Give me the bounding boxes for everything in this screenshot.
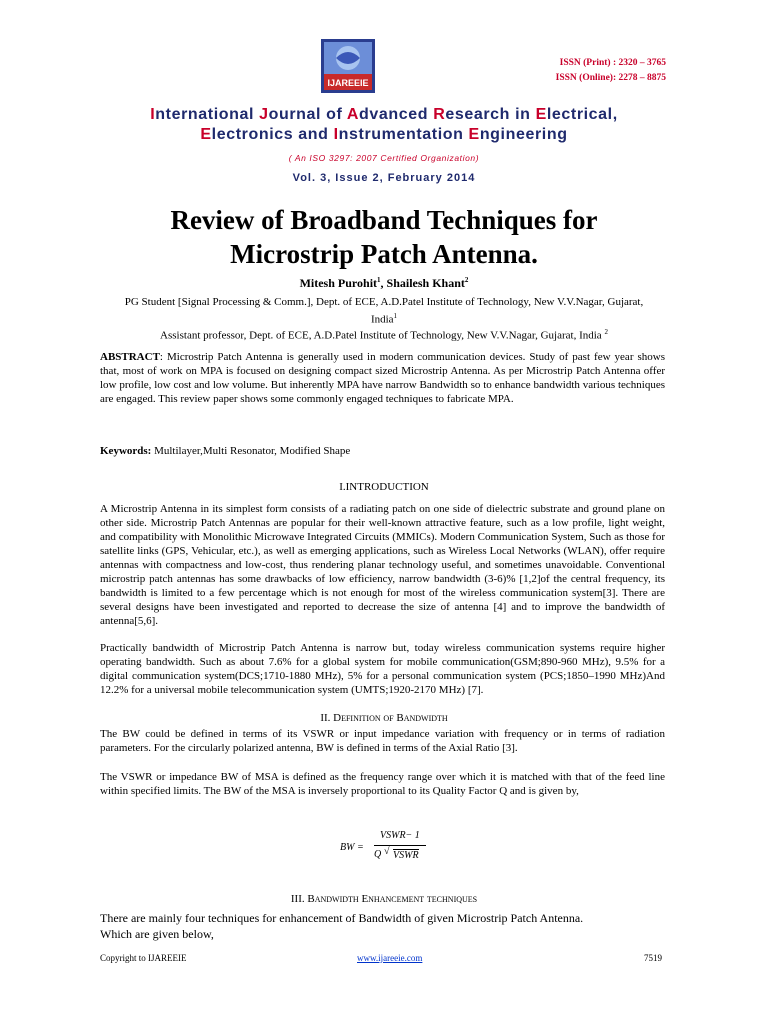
section-heading-techniques: III. Bandwidth Enhancement techniques	[290, 893, 478, 905]
techniques-paragraph-2: Which are given below,	[100, 927, 214, 941]
journal-title-line2: Electronics and Instrumentation Engineering	[200, 126, 568, 143]
affiliation-2: Assistant professor, Dept. of ECE, A.D.Patel Institute of Technology, New V.V.Nagar, Gujarat, India $^2$	[160, 328, 608, 342]
bandwidth-formula: BW = VSWR− 1 Q √ VSWR	[340, 830, 440, 870]
paper-title-line2: Microstrip Patch Antenna.	[230, 239, 538, 269]
abstract: ABSTRACT: Microstrip Patch Antenna is generally used in modern communication devices. Study of past few year shows that, most of work on MPA is focused on designing compact sized Microstrip Antenna. As per Microstrip Patch Antenna offer low profile, low cost and low volume. But inherently MPA have narrow Bandwidth so to enhance bandwidth various techniques are engaged. This review paper shows some commonly engaged techniques to fabricate MPA.	[100, 351, 665, 405]
keywords-label: Keywords:	[100, 445, 152, 457]
author-1: Mitesh Purohit	[299, 276, 378, 290]
volume-issue: Vol. 3, Issue 2, February 2014	[292, 172, 476, 184]
section-heading-introduction: I.INTRODUCTION	[339, 481, 429, 493]
journal-logo	[320, 38, 376, 94]
introduction-paragraph-1: A Microstrip Antenna in its simplest form consists of a radiating patch on one side of dielectric substrate and ground plane on other side. Microstrip Patch Antennas are popular for their well-known attractive feature, such as a low profile, light weight, and compatibility with Monolithic Microwave Integrated Circuits (MMICs). Modern Communication System, Such as those for satellite links (GPS, Vehicular, etc.), as well as emerging applications, such as Wireless Local Networks (WLAN), offer require antennas with compactness and low-cost, thus rendering planar technology useful, and sometimes unavoidable. Conventional microstrip patch antennas has some drawbacks of low efficiency, narrow bandwidth (3-6)% [1,2]of the central frequency, its bandwidth is limited to a few percentage which is not enough for most of the wireless communication system[3]. There are several designs have been investigated and reported to decrease the size of antenna [4] and to improve the bandwidth of antenna[5,6].	[100, 503, 665, 627]
issn-print: ISSN (Print) : 2320 – 3765	[559, 58, 666, 68]
authors: Mitesh Purohit$^1$, Shailesh Khant$^2$	[299, 276, 469, 290]
bandwidth-paragraph-2: The VSWR or impedance BW of MSA is defined as the frequency range over which it is matched with that of the feed line within specified limits. The BW of the MSA is inversely proportional to its Quality Factor Q and is given by,	[100, 771, 665, 797]
affiliation-1: PG Student [Signal Processing & Comm.], Dept. of ECE, A.D.Patel Institute of Technology, New V.V.Nagar, Gujarat, India$^1$	[124, 296, 644, 326]
bandwidth-paragraph-1: The BW could be defined in terms of its VSWR or input impedance variation with frequency or in terms of radiation parameters. For the circularly polarized antenna, BW is defined in terms of the Axial Ratio [3].	[100, 728, 665, 754]
page-number: 7519	[644, 953, 662, 963]
paper-title-line1: Review of Broadband Techniques for	[170, 205, 598, 235]
footer-copyright: Copyright to IJAREEIE	[100, 953, 187, 963]
techniques-paragraph-1: There are mainly four techniques for enhancement of Bandwidth of given Microstrip Patch Antenna.	[100, 911, 584, 925]
keywords: Keywords: Multilayer,Multi Resonator, Modified Shape	[100, 445, 351, 457]
section-heading-bandwidth: II. Definition of Bandwidth	[320, 712, 448, 724]
iso-certification: ( An ISO 3297: 2007 Certified Organization)	[288, 153, 480, 163]
introduction-paragraph-2: Practically bandwidth of Microstrip Patch Antenna is narrow but, today wireless communication systems require higher operating bandwidth. Such as about 7.6% for a global system for mobile communication(GSM;890-960 MHz), 9.5% for a digital communication system(DCS;1710-1880 MHz), 5% for a personal communication system (PCS;1850–1990 MHz)And 12.2% for a universal mobile telecommunication system (UMTS;1920-2170 MHz) [7].	[100, 642, 665, 696]
footer-website-link[interactable]: www.ijareeie.com	[357, 953, 423, 963]
logo-text: IJAREEIE	[327, 78, 369, 88]
abstract-label: ABSTRACT	[100, 351, 160, 363]
journal-title-line1: International Journal of Advanced Research in Electrical,	[150, 106, 618, 123]
issn-online: ISSN (Online): 2278 – 8875	[555, 73, 666, 83]
author-2: Shailesh Khant	[386, 276, 465, 290]
